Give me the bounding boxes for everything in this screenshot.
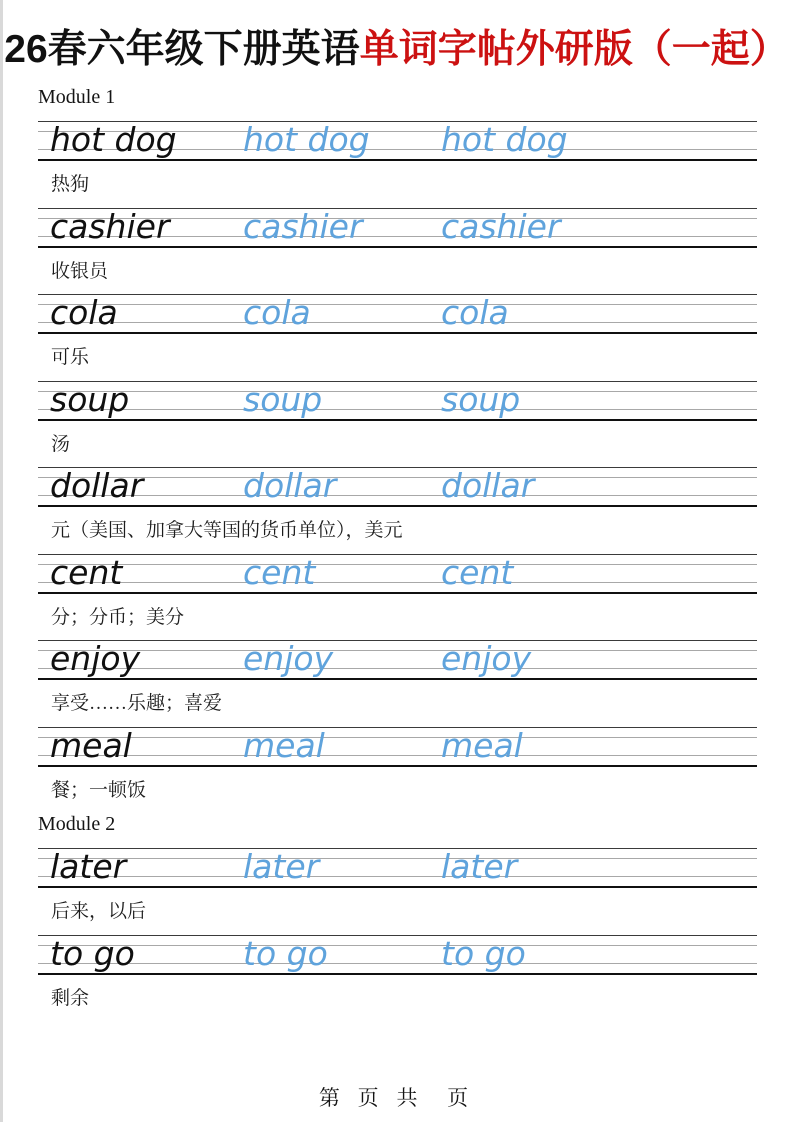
word-meaning: 可乐 [51, 347, 90, 368]
guide-line-baseline [38, 876, 757, 877]
word-text: meal [50, 725, 132, 765]
writing-guide [38, 727, 757, 767]
guide-line-baseline [38, 322, 757, 323]
word-text: to go [50, 933, 135, 973]
word-meaning: 分；分币；美分 [51, 606, 185, 628]
word-meaning: 收银员 [51, 260, 109, 282]
writing-guide [38, 554, 757, 594]
guide-line-baseline [38, 582, 757, 583]
word-text: cashier [50, 206, 170, 246]
guide-line-upper [38, 304, 757, 305]
word-trace-1: later [243, 847, 320, 886]
guide-line-baseline [38, 963, 757, 964]
page-footer: 第 页 共 页 [318, 1087, 475, 1110]
word-text: soup [50, 379, 130, 419]
word-entry [38, 121, 757, 195]
word-trace-2: later [441, 847, 518, 886]
guide-line-upper [38, 391, 757, 392]
guide-line-upper [38, 650, 757, 651]
word-entry [38, 554, 757, 628]
word-entry [38, 727, 757, 801]
word-trace-2: to go [441, 933, 526, 973]
writing-guide [38, 640, 757, 680]
page-title [0, 0, 793, 74]
guide-line-baseline [38, 755, 757, 756]
word-text: later [50, 847, 127, 886]
page-title-black: 26春六年级下册英语 [4, 28, 360, 71]
word-text: hot dog [50, 120, 177, 159]
word-trace-2: cashier [441, 206, 561, 246]
word-trace-2: hot dog [441, 120, 568, 159]
guide-line-upper [38, 564, 757, 565]
writing-guide [38, 467, 757, 507]
guide-line-upper [38, 477, 757, 478]
page-edge-shadow [0, 0, 3, 1122]
writing-guide [38, 294, 757, 334]
word-meaning: 元（美国、加拿大等国的货币单位），美元 [51, 520, 403, 541]
guide-line-baseline [38, 409, 757, 410]
word-meaning: 后来，以后 [51, 901, 147, 922]
word-trace-1: cashier [243, 206, 363, 246]
word-trace-1: dollar [243, 466, 337, 505]
word-text: dollar [50, 466, 144, 505]
word-text: cola [50, 293, 118, 332]
word-meaning: 汤 [51, 433, 71, 455]
word-entry [38, 294, 757, 368]
word-trace-1: cent [243, 552, 316, 592]
word-trace-1: cola [243, 293, 311, 332]
word-trace-1: enjoy [243, 639, 334, 678]
writing-guide [38, 208, 757, 248]
word-trace-2: enjoy [441, 639, 532, 678]
guide-line-upper [38, 858, 757, 859]
word-text: cent [50, 552, 123, 592]
word-entry [38, 208, 757, 282]
word-meaning: 热狗 [51, 174, 90, 195]
guide-line-baseline [38, 495, 757, 496]
word-trace-1: soup [243, 379, 323, 419]
word-entry [38, 640, 757, 714]
word-list [38, 86, 757, 1009]
word-trace-1: meal [243, 725, 325, 765]
word-text: enjoy [50, 639, 141, 678]
writing-guide [38, 121, 757, 161]
word-trace-2: dollar [441, 466, 535, 505]
word-trace-2: soup [441, 379, 521, 419]
guide-line-upper [38, 945, 757, 946]
writing-guide [38, 935, 757, 975]
word-trace-2: cent [441, 552, 514, 592]
word-entry [38, 467, 757, 541]
word-trace-1: hot dog [243, 120, 370, 159]
word-meaning: 剩余 [51, 987, 90, 1009]
writing-guide [38, 848, 757, 888]
word-entry [38, 848, 757, 922]
page-title-red: 单词字帖外研版（一起） [359, 28, 789, 71]
word-trace-2: cola [441, 293, 509, 332]
guide-line-baseline [38, 668, 757, 669]
module-label: Module 1 [38, 86, 116, 108]
guide-line-upper [38, 737, 757, 738]
word-trace-2: meal [441, 725, 523, 765]
writing-guide [38, 381, 757, 421]
word-entry [38, 935, 757, 1009]
word-entry [38, 381, 757, 455]
module-label: Module 2 [38, 813, 116, 835]
word-meaning: 餐；一顿饭 [51, 779, 147, 801]
word-meaning: 享受……乐趣；喜爱 [51, 693, 223, 714]
word-trace-1: to go [243, 933, 328, 973]
